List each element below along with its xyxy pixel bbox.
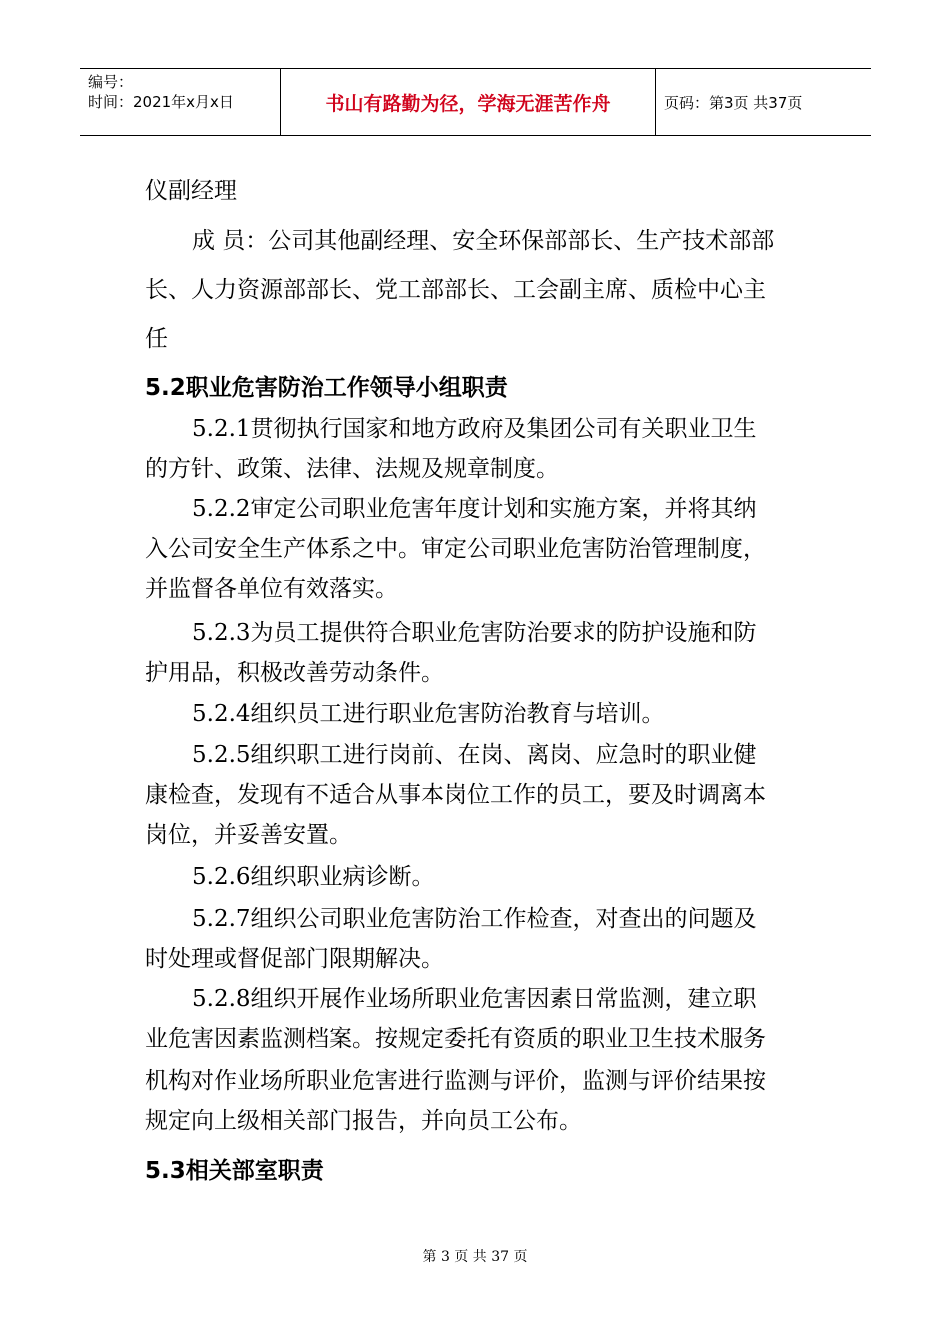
body-line: 时处理或督促部门限期解决。 <box>145 946 444 972</box>
body-line: 的方针、政策、法律、法规及规章制度。 <box>145 456 559 482</box>
body-line: 长、人力资源部部长、党工部部长、工会副主席、质检中心主 <box>145 277 766 303</box>
body-line: 任 <box>145 326 168 352</box>
body-line: 机构对作业场所职业危害进行监测与评价，监测与评价结果按 <box>145 1068 766 1094</box>
body-line: 5.2.3为员工提供符合职业危害防治要求的防护设施和防 <box>192 620 757 646</box>
body-line: 成 员：公司其他副经理、安全环保部部长、生产技术部部 <box>192 228 775 254</box>
body-line: 5.2.6组织职业病诊断。 <box>192 864 435 890</box>
page-footer: 第 3 页 共 37 页 <box>422 1249 528 1265</box>
body-line: 5.2.2审定公司职业危害年度计划和实施方案，并将其纳 <box>192 496 757 522</box>
body-line: 规定向上级相关部门报告，并向员工公布。 <box>145 1108 582 1134</box>
body-line: 业危害因素监测档案。按规定委托有资质的职业卫生技术服务 <box>145 1026 766 1052</box>
body-line: 5.2.4组织员工进行职业危害防治教育与培训。 <box>192 701 665 727</box>
body-line: 并监督各单位有效落实。 <box>145 576 398 602</box>
header-time-label: 时间：2021年x月x日 <box>88 93 234 111</box>
section-heading-5-3: 5.3相关部室职责 <box>145 1158 324 1184</box>
body-line: 岗位，并妥善安置。 <box>145 822 352 848</box>
body-line: 5.2.1贯彻执行国家和地方政府及集团公司有关职业卫生 <box>192 416 757 442</box>
body-line: 5.2.7组织公司职业危害防治工作检查，对查出的问题及 <box>192 906 757 932</box>
body-line: 入公司安全生产体系之中。审定公司职业危害防治管理制度， <box>145 536 766 562</box>
section-heading-5-2: 5.2职业危害防治工作领导小组职责 <box>145 375 508 401</box>
body-line: 护用品，积极改善劳动条件。 <box>145 660 444 686</box>
header-divider-right <box>655 68 656 136</box>
body-line: 仪副经理 <box>145 178 237 204</box>
body-line: 康检查，发现有不适合从事本岗位工作的员工，要及时调离本 <box>145 782 766 808</box>
header-meta <box>88 72 278 112</box>
header-page-info: 页码：第3页 共37页 <box>664 93 803 112</box>
header-motto: 书山有路勤为径，学海无涯苦作舟 <box>325 92 611 115</box>
page-header <box>80 68 871 136</box>
header-number-label: 编号： <box>88 73 134 91</box>
body-line: 5.2.8组织开展作业场所职业危害因素日常监测，建立职 <box>192 986 757 1012</box>
body-line: 5.2.5组织职工进行岗前、在岗、离岗、应急时的职业健 <box>192 742 757 768</box>
